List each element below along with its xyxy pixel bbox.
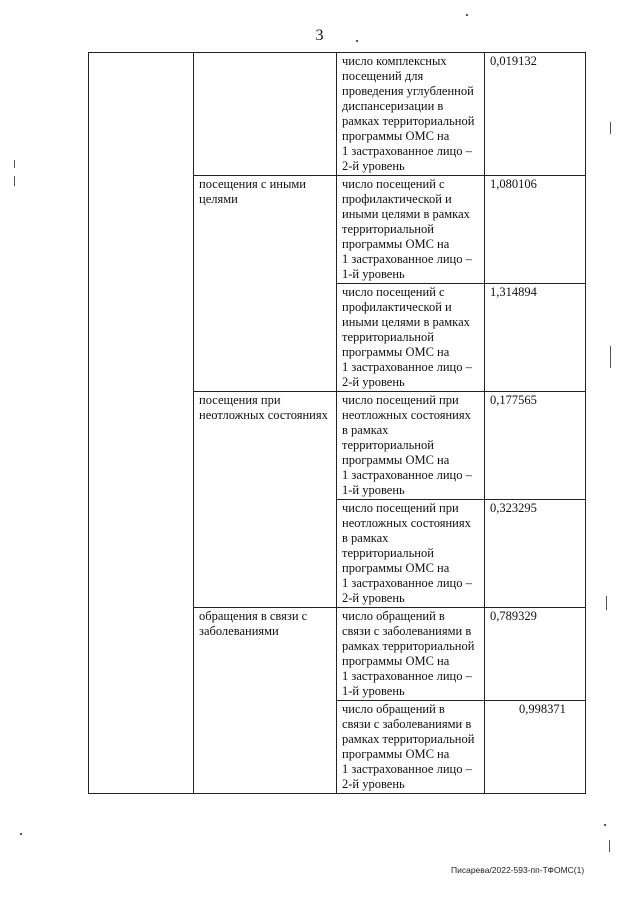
value-cell: 0,789329 — [485, 608, 586, 701]
value-cell: 0,998371 — [485, 701, 586, 794]
value-cell: 0,177565 — [485, 392, 586, 500]
description-cell: число посещений с профилактической и иными целями в рамках территориальной программы ОМС на 1 застрахованное лицо – 2-й уровень — [337, 284, 485, 392]
value-cell: 0,019132 — [485, 53, 586, 176]
value-cell: 1,314894 — [485, 284, 586, 392]
page-number: 3 — [315, 27, 324, 44]
description-cell: число обращений в связи с заболеваниями в рамках территориальной программы ОМС на 1 застрахованное лицо – 2-й уровень — [337, 701, 485, 794]
scan-speck — [14, 160, 15, 168]
value-cell: 1,080106 — [485, 176, 586, 284]
table-body — [89, 53, 586, 794]
description-cell: число посещений при неотложных состояниях в рамках территориальной программы ОМС на 1 застрахованное лицо – 1-й уровень — [337, 392, 485, 500]
table-row — [89, 53, 586, 176]
description-cell: число посещений при неотложных состояниях в рамках территориальной программы ОМС на 1 застрахованное лицо – 2-й уровень — [337, 500, 485, 608]
section-cell — [89, 53, 194, 794]
scan-speck — [604, 824, 606, 826]
footer-reference: Писарева/2022-593-пп-ТФОМС(1) — [451, 865, 585, 875]
category-cell: посещения с иными целями — [194, 176, 337, 392]
category-cell — [194, 53, 337, 176]
description-cell: число посещений с профилактической и иными целями в рамках территориальной программы ОМС на 1 застрахованное лицо – 1-й уровень — [337, 176, 485, 284]
scan-speck — [610, 346, 611, 368]
scan-speck — [356, 40, 358, 42]
category-cell: посещения при неотложных состояниях — [194, 392, 337, 608]
scan-speck — [606, 596, 607, 610]
scan-speck — [609, 840, 610, 852]
scan-speck — [20, 833, 22, 835]
indicator-table — [88, 52, 586, 794]
value-cell: 0,323295 — [485, 500, 586, 608]
scan-speck — [610, 122, 611, 134]
scan-speck — [14, 176, 15, 186]
description-cell: число комплексных посещений для проведения углубленной диспансеризации в рамках территориальной программы ОМС на 1 застрахованное лицо – 2-й уровень — [337, 53, 485, 176]
description-cell: число обращений в связи с заболеваниями в рамках территориальной программы ОМС на 1 застрахованное лицо – 1-й уровень — [337, 608, 485, 701]
category-cell: обращения в связи с заболеваниями — [194, 608, 337, 794]
scan-speck — [466, 14, 468, 16]
